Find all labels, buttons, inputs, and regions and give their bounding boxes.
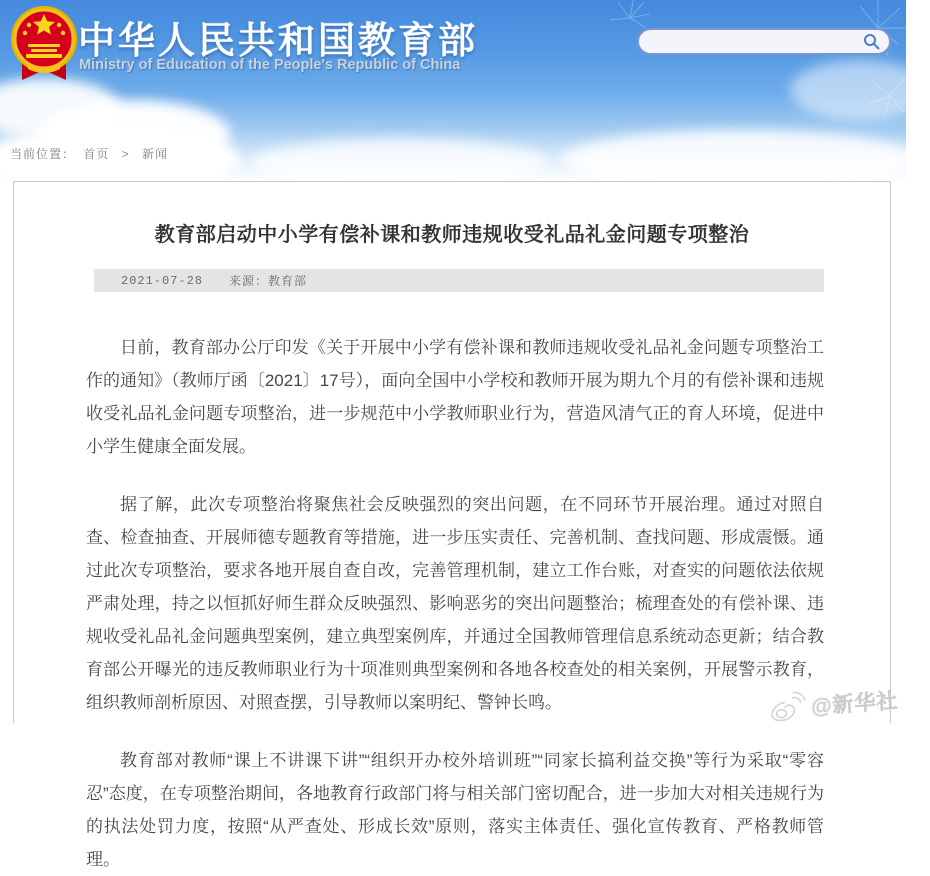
article-paragraph: 据了解，此次专项整治将聚焦社会反映强烈的突出问题，在不同环节开展治理。通过对照自查、检查抽查、开展师德专题教育等措施，进一步压实责任、完善机制、查找问题、形成震慑。通过此次专项整治，要求各地开展自查自改，完善管理机制，建立工作台账，对查实的问题依法依规严肃处理，持之以恒抓好师生群众反映强烈、影响恶劣的突出问题整治；梳理查处的有偿补课、违规收受礼品礼金问题典型案例，建立典型案例库，并通过全国教师管理信息系统动态更新；结合教育部公开曝光的违反教师职业行为十项准则典型案例和各地各校查处的相关案例，开展警示教育，组织教师剖析原因、对照查摆，引导教师以案明纪、警钟长鸣。 — [86, 495, 824, 712]
breadcrumb-separator: > — [121, 147, 130, 161]
weibo-icon — [768, 691, 806, 723]
article-paragraph: 日前，教育部办公厅印发《关于开展中小学有偿补课和教师违规收受礼品礼金问题专项整治工作的通知》（教师厅函〔2021〕17号），面向全国中小学校和教师开展为期九个月的有偿补课和违规收受礼品礼金问题专项整治，进一步规范中小学教师职业行为，营造风清气正的育人环境，促进中小学生健康全面发展。 — [86, 338, 824, 456]
article-source-label: 来源： — [229, 274, 269, 288]
article-source: 教育部 — [268, 274, 308, 288]
watermark-text: @新华社 — [809, 689, 899, 719]
search-icon — [863, 33, 880, 50]
site-subtitle: Ministry of Education of the People's Republic of China — [79, 57, 461, 73]
search-input[interactable] — [653, 32, 859, 52]
article-date: 2021-07-28 — [121, 273, 204, 288]
breadcrumb — [10, 145, 172, 162]
article-card — [13, 181, 891, 869]
article-paragraph: 教育部对教师“课上不讲课下讲”“组织开办校外培训班”“同家长搞利益交换”等行为采取“零容忍”态度，在专项整治期间，各地教育行政部门将与相关部门密切配合，进一步加大对相关违规行为的执法处罚力度，按照“从严查处、形成长效”原则，落实主体责任、强化宣传教育、严格教师管理。 — [86, 751, 824, 869]
search-box — [637, 28, 891, 55]
national-emblem-icon — [8, 2, 80, 94]
site-title: 中华人民共和国教育部 — [78, 20, 478, 61]
article-body — [14, 292, 890, 876]
breadcrumb-item-home[interactable]: 首页 — [83, 147, 110, 161]
cloud — [790, 60, 930, 120]
article-meta-bar — [94, 269, 824, 292]
site-header — [0, 0, 906, 181]
breadcrumb-item-news[interactable]: 新闻 — [142, 147, 169, 161]
breadcrumb-label: 当前位置： — [10, 147, 76, 161]
search-button[interactable] — [859, 30, 883, 54]
article-title: 教育部启动中小学有偿补课和教师违规收受礼品礼金问题专项整治 — [154, 224, 750, 246]
